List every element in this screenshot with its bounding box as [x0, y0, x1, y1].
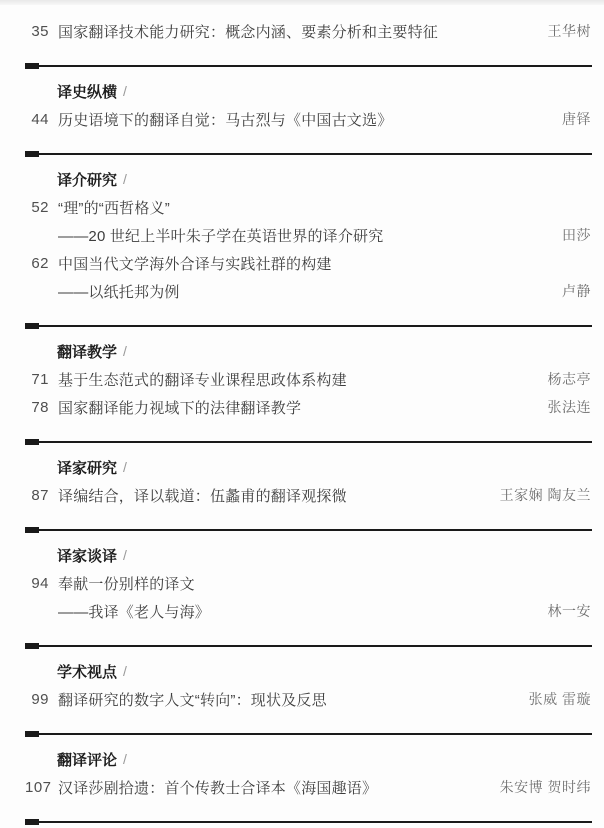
divider-rule — [39, 733, 592, 735]
section-header — [0, 657, 604, 685]
section-divider — [25, 731, 592, 737]
entry-line — [0, 569, 604, 597]
section-header — [0, 745, 604, 773]
divider-rule — [39, 65, 592, 67]
section-header-slash: / — [123, 83, 127, 99]
divider-rule — [39, 821, 592, 823]
section-header-slash: / — [123, 459, 127, 475]
toc-section — [0, 17, 604, 45]
entry-line — [0, 773, 604, 801]
entry-line — [0, 105, 604, 133]
toc-section — [0, 151, 604, 305]
entry-line — [0, 193, 604, 221]
entry-line — [0, 597, 604, 625]
toc-section — [0, 63, 604, 133]
page-number: 35 — [31, 22, 49, 40]
entry-title: “理”的“西哲格义” — [58, 199, 170, 217]
entry-title: ——我译《老人与海》 — [58, 603, 211, 621]
entry-line — [0, 277, 604, 305]
section-header-text: 译家研究 — [57, 459, 118, 477]
section-header-slash: / — [123, 547, 127, 563]
section-divider — [25, 527, 592, 533]
section-divider — [25, 439, 592, 445]
section-header-slash: / — [123, 171, 127, 187]
section-divider — [25, 151, 592, 157]
divider-block-icon — [25, 323, 39, 329]
divider-block-icon — [25, 731, 39, 737]
divider-block-icon — [25, 63, 39, 69]
entry-title: 汉译莎剧拾遗：首个传教士合译本《海国趣语》 — [58, 779, 378, 797]
section-header-slash: / — [123, 343, 127, 359]
section-header — [0, 541, 604, 569]
entry-title: ——20 世纪上半叶朱子学在英语世界的译介研究 — [58, 227, 384, 245]
page-number: 99 — [31, 690, 49, 708]
section-divider — [25, 643, 592, 649]
section-header-slash: / — [123, 751, 127, 767]
section-header — [0, 337, 604, 365]
entry-line — [0, 249, 604, 277]
divider-rule — [39, 325, 592, 327]
entry-author: 张威 雷璇 — [528, 691, 591, 707]
entry-author: 田莎 — [562, 227, 591, 243]
entry-author: 王华树 — [547, 23, 591, 39]
entry-author: 林一安 — [547, 603, 591, 619]
section-header-text: 翻译教学 — [57, 343, 118, 361]
bottom-divider — [25, 819, 592, 825]
toc-section — [0, 731, 604, 801]
entry-title: 译编结合，译以载道：伍蠡甫的翻译观探微 — [58, 487, 347, 505]
entry-author: 朱安博 贺时纬 — [499, 779, 591, 795]
entry-line — [0, 685, 604, 713]
page-number: 44 — [31, 110, 49, 128]
toc-sections — [0, 5, 604, 825]
toc-section — [0, 439, 604, 509]
section-header-slash: / — [123, 663, 127, 679]
toc-section — [0, 527, 604, 625]
entry-line — [0, 17, 604, 45]
entry-line — [0, 481, 604, 509]
section-header — [0, 165, 604, 193]
section-header-text: 译家谈译 — [57, 547, 118, 565]
entry-author: 张法连 — [547, 399, 591, 415]
entry-title: 国家翻译技术能力研究：概念内涵、要素分析和主要特征 — [58, 23, 439, 41]
section-divider — [25, 63, 592, 69]
section-header-text: 译介研究 — [57, 171, 118, 189]
divider-block-icon — [25, 819, 39, 825]
divider-block-icon — [25, 439, 39, 445]
toc-section — [0, 323, 604, 421]
toc-section — [0, 643, 604, 713]
page-number: 78 — [31, 398, 49, 416]
entry-title: 历史语境下的翻译自觉：马古烈与《中国古文选》 — [58, 111, 393, 129]
divider-block-icon — [25, 527, 39, 533]
page-number: 62 — [31, 254, 49, 272]
entry-title: 国家翻译能力视域下的法律翻译教学 — [58, 399, 302, 417]
section-divider — [25, 323, 592, 329]
entry-title: 中国当代文学海外合译与实践社群的构建 — [58, 255, 332, 273]
divider-block-icon — [25, 643, 39, 649]
entry-author: 唐铎 — [562, 111, 591, 127]
divider-rule — [39, 153, 592, 155]
entry-title: ——以纸托邦为例 — [58, 283, 180, 301]
entry-author: 王家娴 陶友兰 — [499, 487, 591, 503]
divider-rule — [39, 441, 592, 443]
section-header — [0, 453, 604, 481]
page-number: 94 — [31, 574, 49, 592]
divider-rule — [39, 529, 592, 531]
entry-line — [0, 221, 604, 249]
entry-line — [0, 393, 604, 421]
section-header-text: 翻译评论 — [57, 751, 118, 769]
entry-line — [0, 365, 604, 393]
entry-title: 奉献一份别样的译文 — [58, 575, 195, 593]
page-number: 107 — [25, 778, 52, 796]
section-header-text: 学术视点 — [57, 663, 118, 681]
page-number: 71 — [31, 370, 49, 388]
entry-author: 卢静 — [562, 283, 591, 299]
divider-rule — [39, 645, 592, 647]
section-header-text: 译史纵横 — [57, 83, 118, 101]
entry-author: 杨志亭 — [547, 371, 591, 387]
divider-block-icon — [25, 151, 39, 157]
entry-title: 基于生态范式的翻译专业课程思政体系构建 — [58, 371, 347, 389]
section-header — [0, 77, 604, 105]
page-number: 87 — [31, 486, 49, 504]
entry-title: 翻译研究的数字人文“转向”：现状及反思 — [58, 691, 327, 709]
page-number: 52 — [31, 198, 49, 216]
